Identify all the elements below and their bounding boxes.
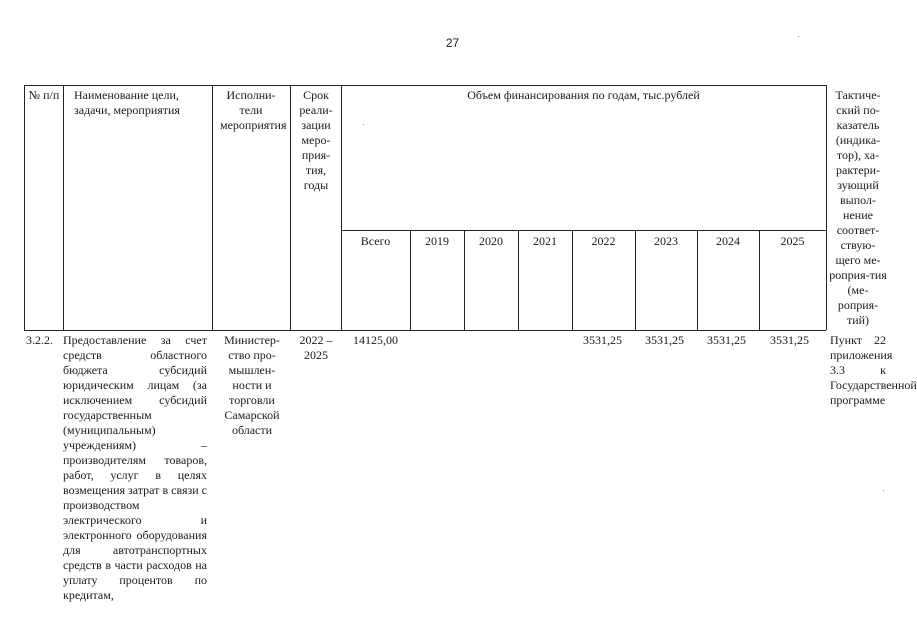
header-term: Срок реали-зации меро-прия-тия, годы <box>299 88 333 192</box>
scan-speck <box>883 490 884 491</box>
header-year-2021: 2021 <box>533 234 557 248</box>
row-value-2025: 3531,25 <box>770 333 809 347</box>
years-header-border <box>341 230 826 231</box>
col-border-0 <box>24 85 25 330</box>
header-name: Наименование цели, задачи, мероприятия <box>74 88 180 117</box>
col-border-1 <box>63 85 64 330</box>
header-funding: Объем финансирования по годам, тыс.рублей <box>467 88 700 102</box>
col-border-3 <box>290 85 291 330</box>
row-name: Предоставление за счет средств областного бюджета субсидий юридическим лицам (за исключением субсидий государственным (муниципальным) учреждениям) – производителям товаров, работ, услуг в целях возмещения затрат в связи с производством электрического и электронного оборудования для автотранспортных средств в части расходов на уплату процентов по кредитам, <box>63 333 207 602</box>
col-border-5 <box>826 85 827 330</box>
row-total: 14125,00 <box>353 333 398 347</box>
header-total: Всего <box>360 234 391 248</box>
header-year-2020: 2020 <box>479 234 503 248</box>
header-year-2025: 2025 <box>780 234 805 248</box>
row-no: 3.2.2. <box>26 333 53 347</box>
row-term: 2022 – 2025 <box>299 333 333 362</box>
header-bottom-border <box>24 330 826 331</box>
col-border-2 <box>212 85 213 330</box>
scan-speck <box>363 124 364 125</box>
header-year-2019: 2019 <box>425 234 449 248</box>
table-top-border <box>24 85 826 86</box>
row-value-2024: 3531,25 <box>707 333 746 347</box>
page-number: 27 <box>445 36 460 50</box>
row-value-2022: 3531,25 <box>583 333 622 347</box>
header-executor: Исполни-тели мероприятия <box>220 88 287 132</box>
row-value-2023: 3531,25 <box>645 333 684 347</box>
header-year-2023: 2023 <box>654 234 678 248</box>
header-indicator: Тактиче-ский по-казатель (индика-тор), ха-рактери-зующий выпол-нение соответ-ствую-щего ме-роприя-тия (ме-роприя-тий) <box>829 88 887 327</box>
scan-speck <box>798 36 799 37</box>
row-indicator: Пункт 22 приложения 3.3 к Государственной программе <box>830 333 917 407</box>
header-year-2024: 2024 <box>716 234 740 248</box>
header-year-2022: 2022 <box>591 234 616 248</box>
row-executor: Министер-ство про-мышлен-ности и торговли Самарской области <box>224 333 280 437</box>
col-border-4 <box>341 85 342 330</box>
header-no: № п/п <box>28 88 60 102</box>
